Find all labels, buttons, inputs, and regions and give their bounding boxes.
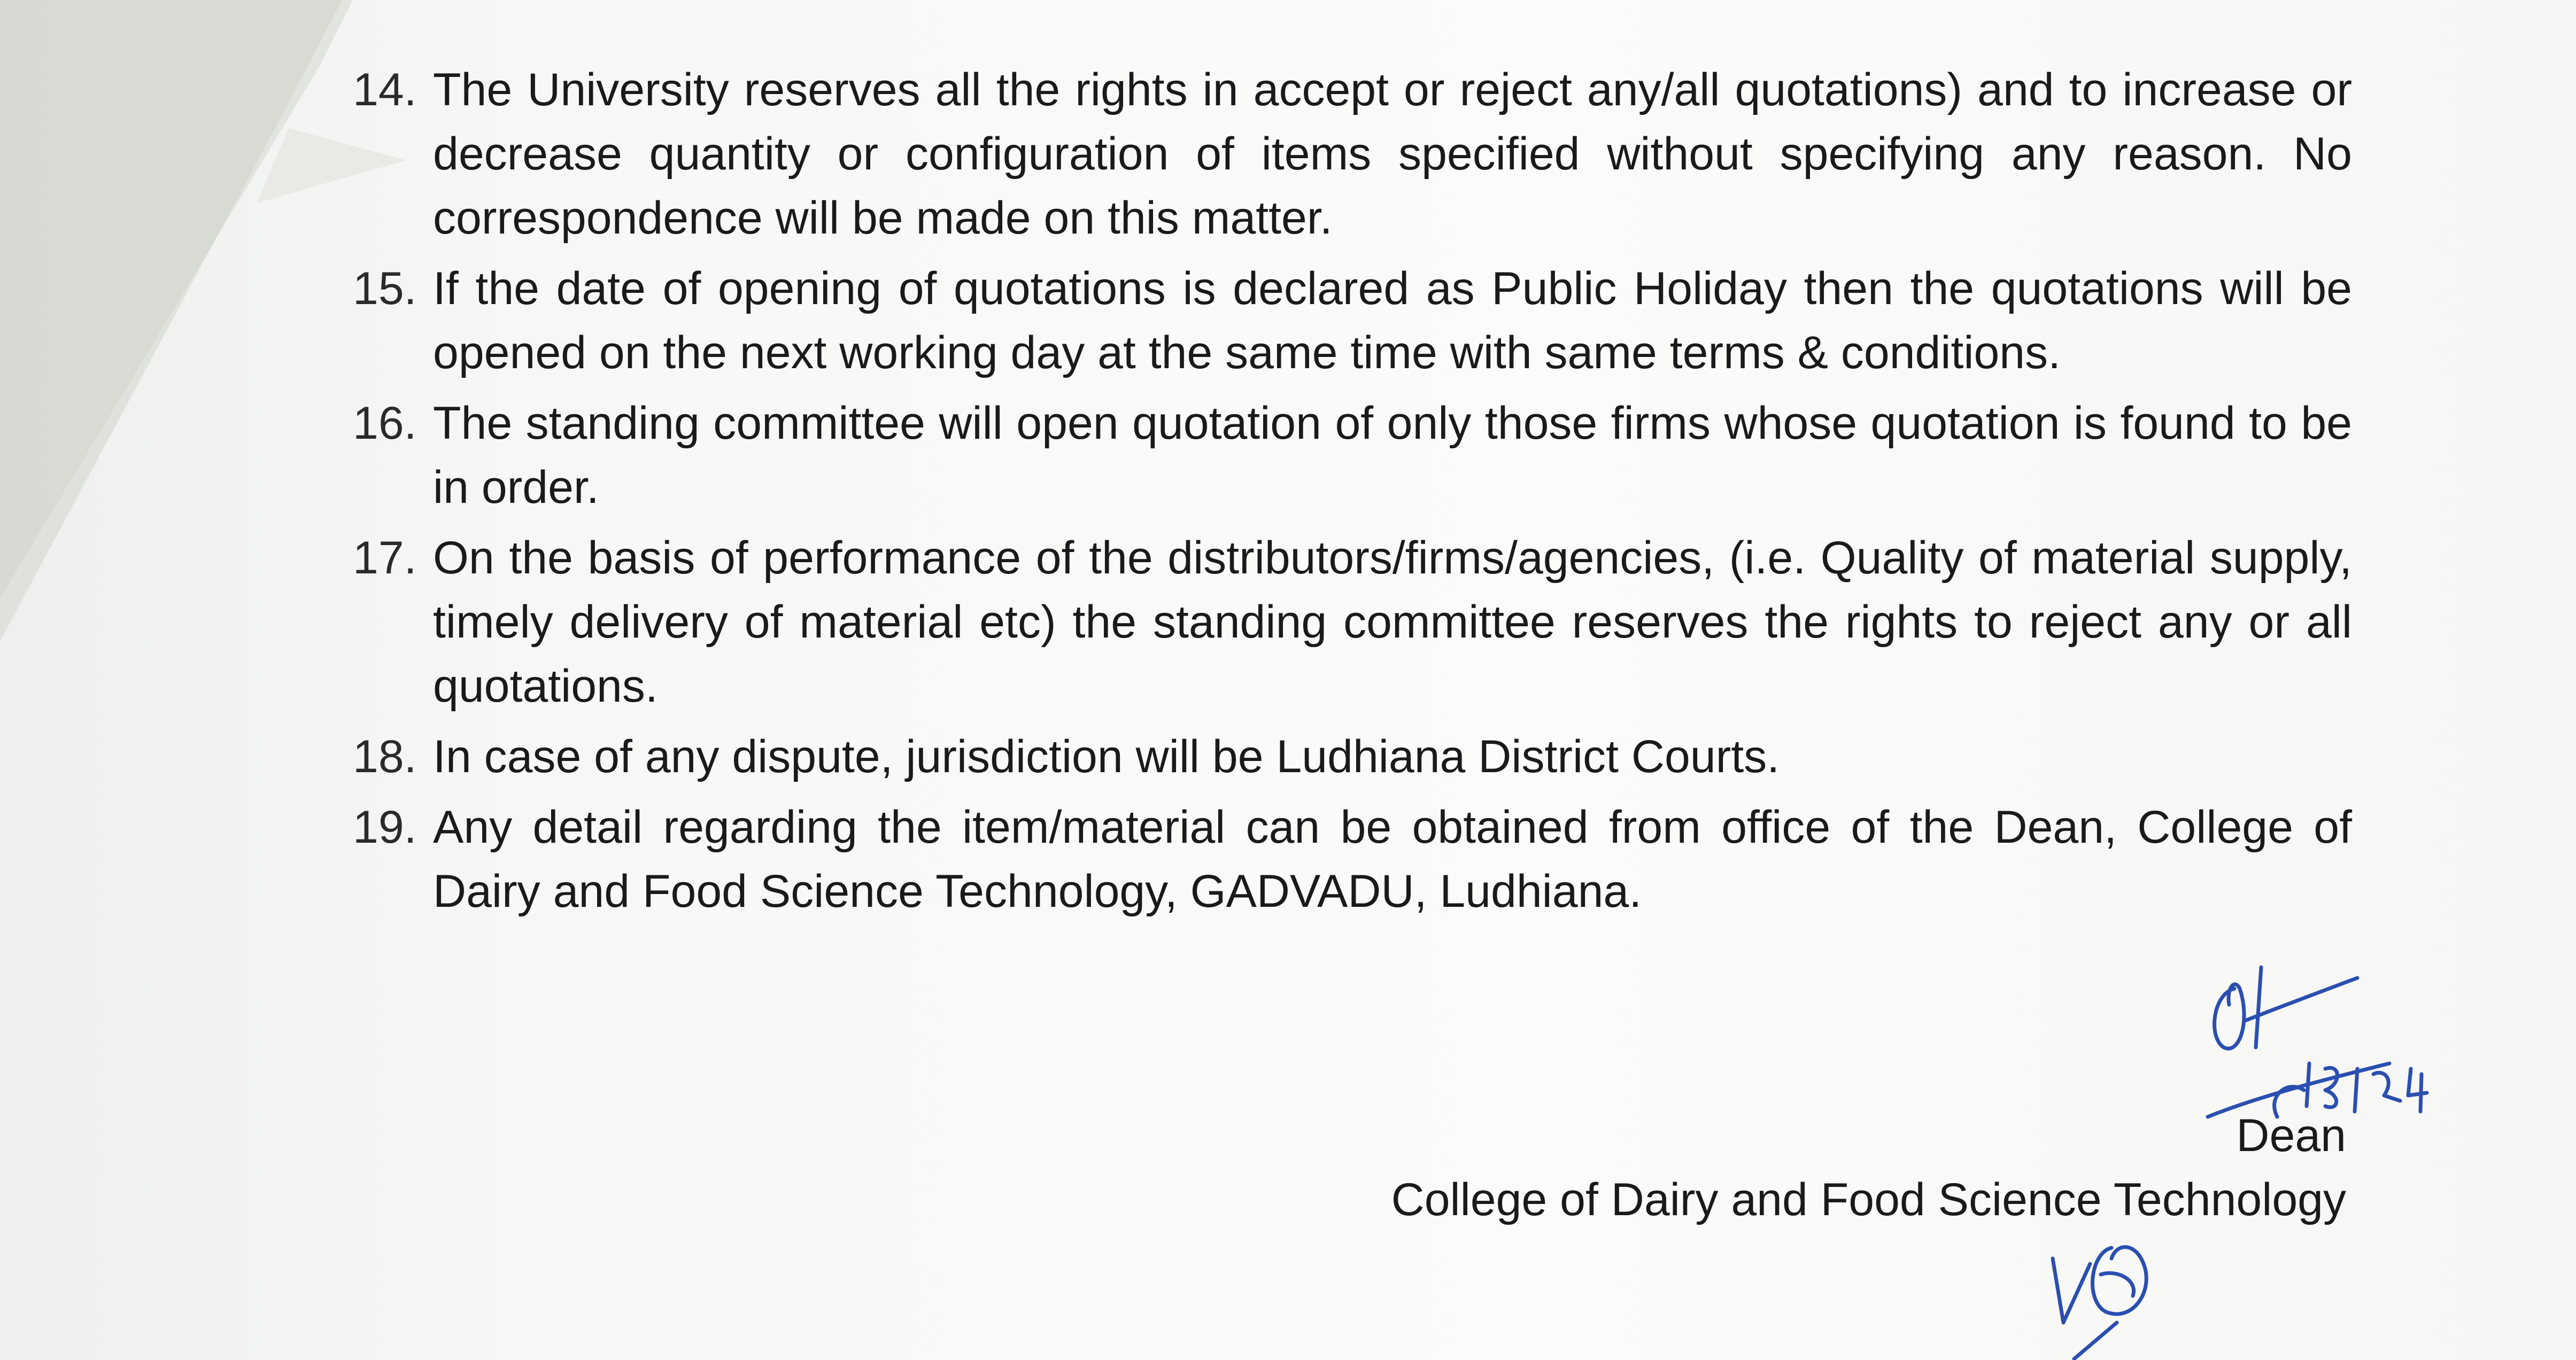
clause-16 (353, 391, 2352, 519)
clause-text: Any detail regarding the item/material can be obtained from office of the Dean, College of Dairy and Food Science Technology, GADVADU, Ludhiana. (433, 802, 2352, 917)
terms-list (353, 58, 2352, 930)
clause-number: 18. (353, 731, 417, 782)
clause-number: 19. (353, 802, 417, 853)
clause-text: In case of any dispute, jurisdiction will be Ludhiana District Courts. (433, 731, 1780, 782)
clause-14 (353, 58, 2352, 250)
signatory-title: Dean (2236, 1110, 2346, 1161)
clause-number: 17. (353, 532, 417, 584)
clause-text: If the date of opening of quotations is declared as Public Holiday then the quotations will be opened on the next working day at the same time with same terms & conditions. (433, 263, 2352, 378)
clause-17 (353, 526, 2352, 718)
clause-19 (353, 795, 2352, 923)
clause-text: The standing committee will open quotation of only those firms whose quotation is found to be in order. (433, 398, 2352, 513)
signatory-organization: College of Dairy and Food Science Technology (1391, 1174, 2346, 1225)
clause-number: 15. (353, 263, 417, 314)
clause-18 (353, 725, 2352, 789)
clause-text: The University reserves all the rights in accept or reject any/all quotations) and to increase or decrease quantity or configuration of items specified without specifying any reason. No correspondence will be made on this matter. (433, 64, 2352, 244)
clause-text: On the basis of performance of the distributors/firms/agencies, (i.e. Quality of material supply, timely delivery of material etc) the standing committee reserves the rights to reject any or all quotations. (433, 532, 2352, 712)
clause-number: 14. (353, 64, 417, 115)
clause-15 (353, 257, 2352, 385)
clause-number: 16. (353, 398, 417, 449)
signature-block (1391, 1103, 2346, 1232)
handwritten-initials (2031, 1216, 2192, 1360)
